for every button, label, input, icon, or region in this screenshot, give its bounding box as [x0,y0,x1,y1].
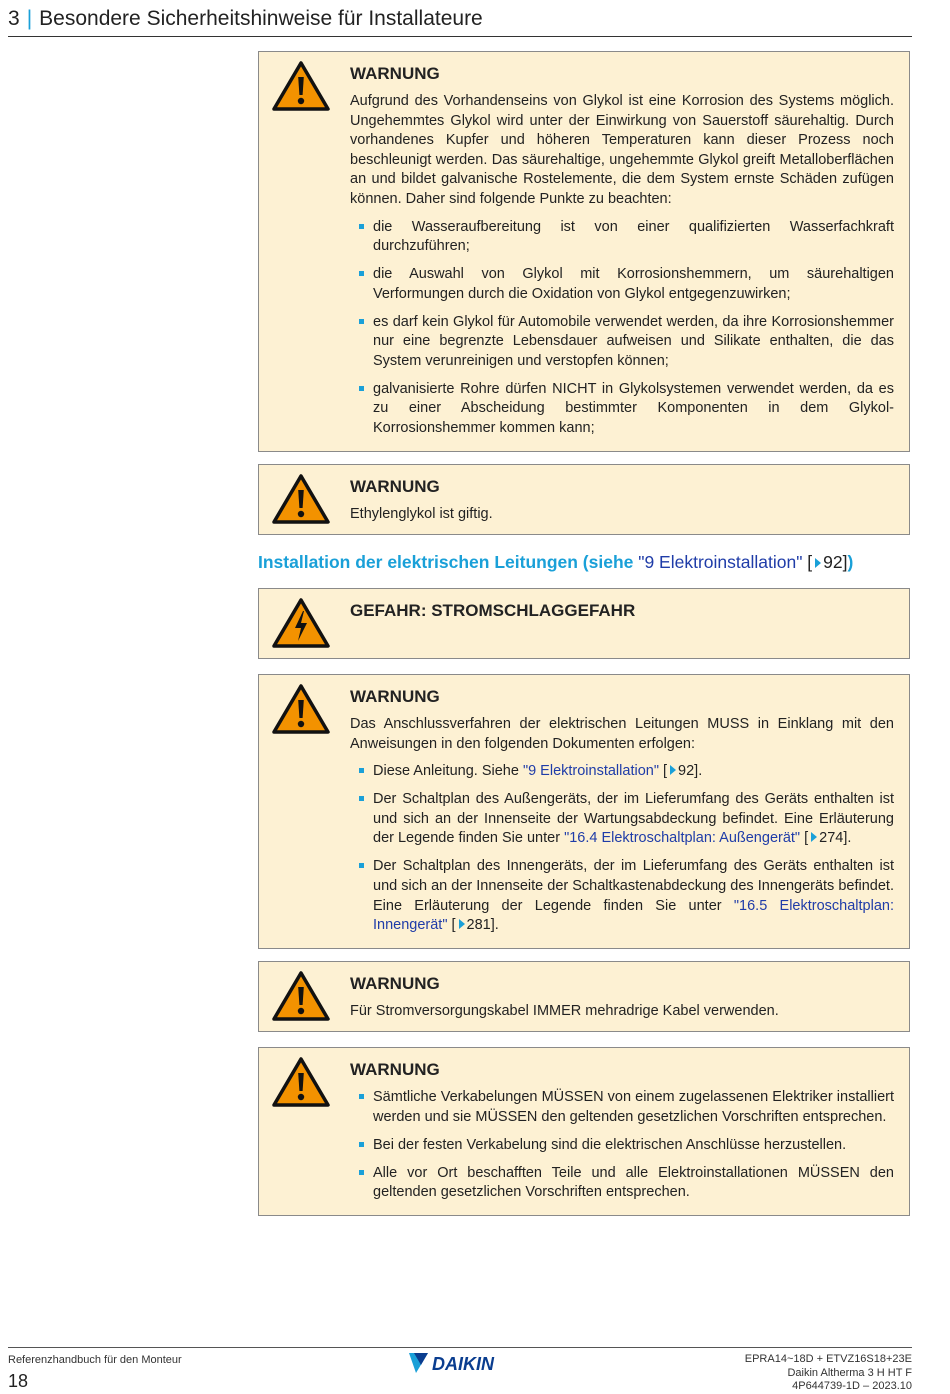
footer-document-info [745,1353,912,1394]
page-ref-arrow-icon [811,832,817,842]
warning-title: WARNUNG [350,477,440,496]
list-item-text: Diese Anleitung. Siehe [373,763,523,780]
page-open: [ [447,917,456,934]
list-item-text: Der Schaltplan des Innengeräts, der im Lieferumfang des Geräts enthalten ist und sich an der Innenseite der Schaltkastenabdeckung des Innengeräts befindet. Eine Erläuterung der Legende finden Sie unter [373,858,894,914]
page-close: ]. [843,830,852,847]
page-close: ]. [694,763,703,780]
warning-bullet-list [350,1088,894,1203]
chapter-title: Besondere Sicherheitshinweise für Installateure [39,7,483,30]
list-item: die Wasseraufbereitung ist von einer qualifizierten Wasserfachkraft durchzuführen; [350,218,894,257]
footer-page-number: 18 [8,1371,29,1391]
section-page-open: [ [802,552,813,572]
warning-title: WARNUNG [350,687,440,706]
section-heading-suffix: ) [847,552,854,572]
warning-box-multicore-cable [258,961,910,1032]
page-ref-arrow-icon [815,558,821,568]
section-heading [258,550,910,574]
list-item: Sämtliche Verkabelungen MÜSSEN von einem zugelassenen Elektriker installiert werden und sie MÜSSEN den geltenden gesetzlichen Vorschriften entsprechen. [350,1088,894,1127]
list-item: Bei der festen Verkabelung sind die elektrischen Anschlüsse herzustellen. [350,1136,894,1156]
daikin-logo-text: DAIKIN [432,1354,494,1374]
warning-text: Ethylenglykol ist giftig. [350,506,493,522]
warning-exclamation-icon [271,60,331,112]
footer-model: EPRA14~18D + ETVZ16S18+23E [744,1353,912,1365]
warning-exclamation-icon [271,1056,331,1108]
warning-text: Für Stromversorgungskabel IMMER mehradrige Kabel verwenden. [350,1003,779,1019]
warning-box-wiring-procedure [258,674,910,949]
xref-link[interactable]: "16.4 Elektroschaltplan: Außengerät" [564,830,801,847]
page-ref-arrow-icon [459,919,465,929]
warning-exclamation-icon [271,970,331,1022]
warning-box-glycol-corrosion [258,51,910,452]
danger-title: GEFAHR: STROMSCHLAGGEFAHR [350,601,636,620]
warning-title: WARNUNG [350,64,440,83]
danger-box-electric-shock [258,588,910,659]
electric-shock-icon [271,597,331,649]
list-item: Alle vor Ort beschafften Teile und alle Elektroinstallationen MÜSSEN den geltenden gesetzlichen Vorschriften entsprechen. [350,1164,894,1203]
list-item: es darf kein Glykol für Automobile verwendet werden, da ihre Korrosionshemmer nur eine begrenzte Lebensdauer aufweisen und Silikate enthalten, die das System verunreinigen und verstopfen können; [350,313,894,372]
xref-link[interactable]: "9 Elektroinstallation" [522,763,659,780]
page-close: ]. [490,917,499,934]
warning-title: WARNUNG [350,1060,440,1079]
chapter-separator: | [26,7,33,30]
warning-bullet-list [350,762,894,936]
list-item: die Auswahl von Glykol mit Korrosionshemmern, um säurehaltigen Verformungen durch die Oxidation von Glykol entgegenzuwirken; [350,265,894,304]
warning-title: WARNUNG [350,974,440,993]
list-item-text: Der Schaltplan des Außengeräts, der im Lieferumfang des Geräts enthalten ist und sich an der Innenseite der Wartungsabdeckung befindet. Eine Erläuterung der Legende finden Sie unter [373,791,894,847]
list-item [350,790,894,849]
footer-manual-title: Referenzhandbuch für den Monteur [8,1354,182,1366]
page-ref[interactable]: 274 [819,830,844,847]
list-item [350,762,894,782]
section-page-ref[interactable]: 92 [823,552,843,572]
warning-box-licensed-electrician [258,1047,910,1216]
footer-product: Daikin Altherma 3 H HT F [787,1366,912,1379]
page-header [8,4,912,37]
xref-link[interactable]: "16.5 Elektroschaltplan: Innengerät" [373,897,894,934]
daikin-logo-icon [408,1351,512,1375]
page-ref[interactable]: 92 [678,763,695,780]
warning-box-ethylene-glycol [258,464,910,535]
warning-exclamation-icon [271,473,331,525]
footer-divider [8,1347,912,1348]
page-open: [ [800,830,809,847]
warning-bullet-list [350,218,894,439]
page-ref[interactable]: 281 [466,917,491,934]
section-heading-text: Installation der elektrischen Leitungen (siehe [258,552,639,572]
page-open: [ [658,763,668,780]
chapter-number: 3 [8,7,20,30]
warning-exclamation-icon [271,683,331,735]
section-page-close: ] [842,552,848,572]
page-ref-arrow-icon [670,765,676,775]
section-xref-link[interactable]: "9 Elektroinstallation" [638,552,803,572]
footer-doc-id: 4P644739-1D – 2023.10 [792,1380,912,1392]
warning-text: Aufgrund des Vorhandenseins von Glykol ist eine Korrosion des Systems möglich. Ungehemmtes Glykol wird unter der Einwirkung von Sauerstoff säurehaltig. Durch vorhandenes Kupfer und höheren Temperaturen kann dieser Prozess noch beschleunigt werden. Das säurehaltige, ungehemmte Glykol greift Metalloberflächen an und bildet galvanische Rostelemente, die dem System ernste Schäden zufügen können. Daher sind folgende Punkte zu beachten: [350,93,894,207]
list-item [350,857,894,935]
warning-text: Das Anschlussverfahren der elektrischen Leitungen MUSS in Einklang mit den Anweisungen in den folgenden Dokumenten erfolgen: [350,716,894,752]
list-item: galvanisierte Rohre dürfen NICHT in Glykolsystemen verwendet werden, da es zu einer Abscheidung bestimmter Komponenten in dem Glykol-Korrosionshemmer kommen kann; [350,380,894,439]
